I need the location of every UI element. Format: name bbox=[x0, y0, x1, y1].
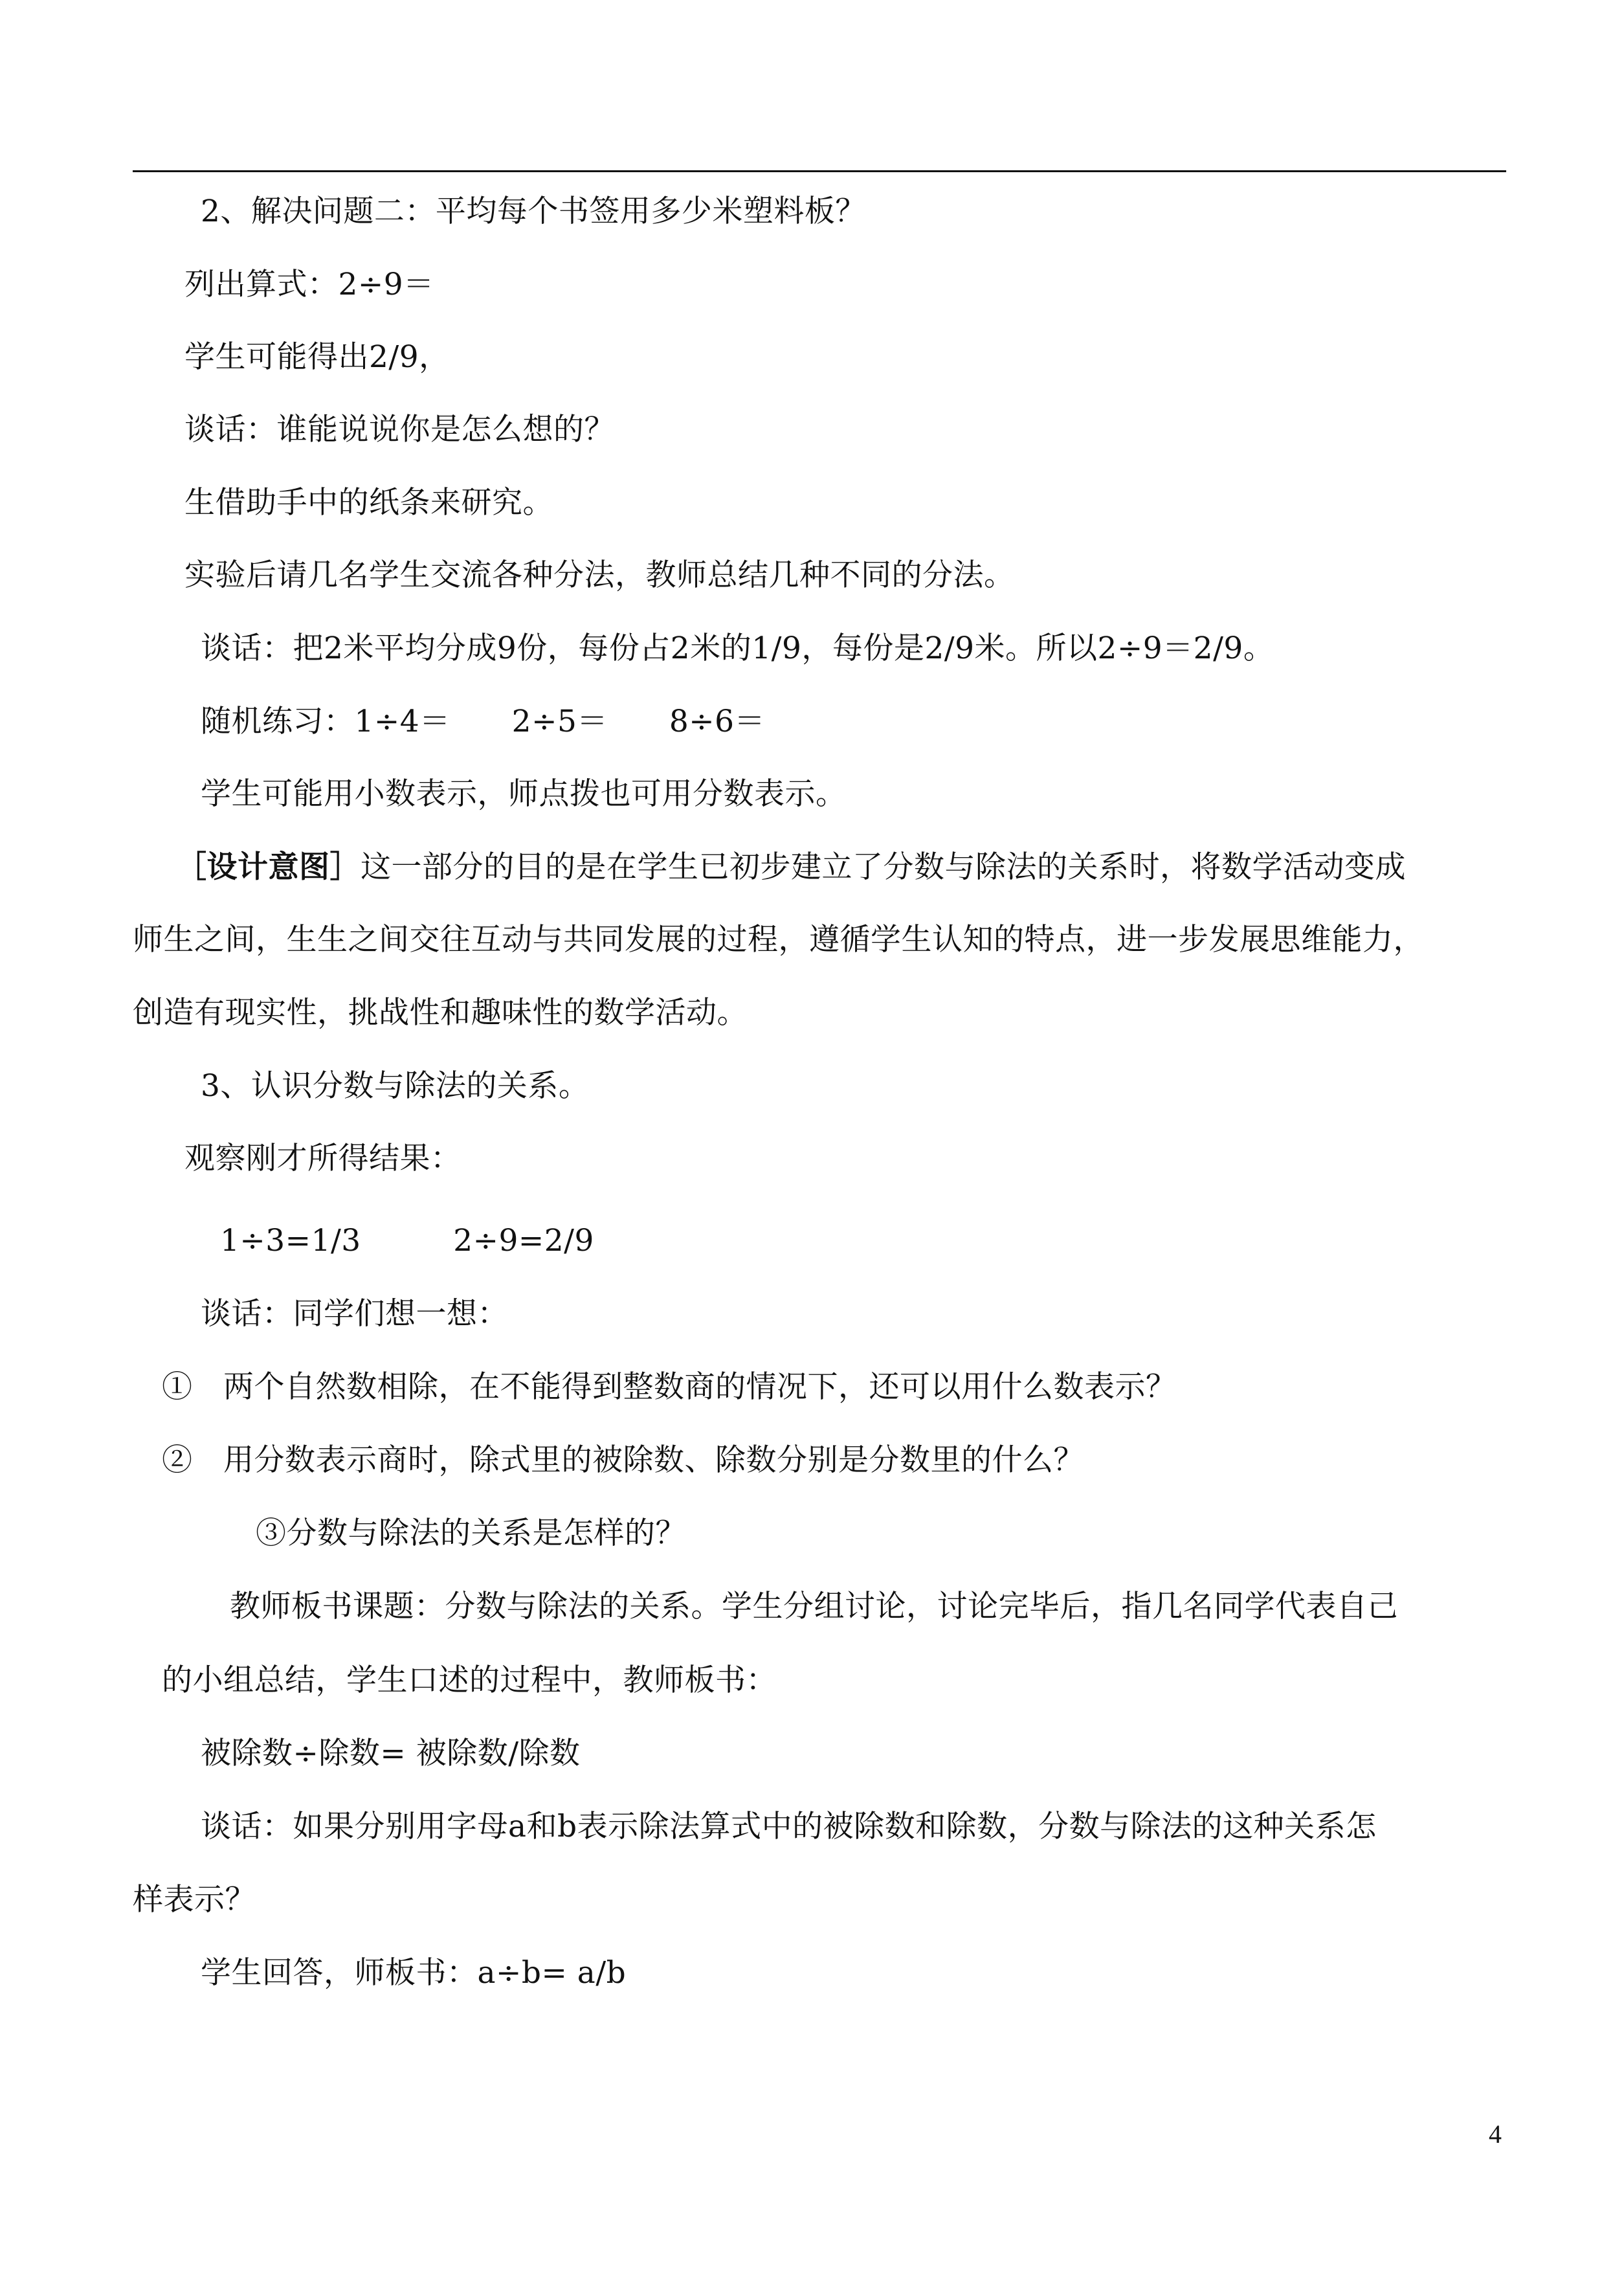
text-line-5: 生借助手中的纸条来研究。 bbox=[184, 485, 553, 520]
text-line-1: 2、解决问题二：平均每个书签用多少米塑料板？ bbox=[201, 194, 866, 229]
text-line-2: 列出算式：2÷9＝ bbox=[184, 267, 434, 302]
text-line-14: 观察刚才所得结果： bbox=[184, 1141, 462, 1176]
text-line-3: 学生可能得出2/9， bbox=[184, 339, 450, 375]
text-line-10 bbox=[176, 848, 1406, 887]
text-line-7: 谈话：把2米平均分成9份，每份占2米的1/9，每份是2/9米。所以2÷9＝2/9。 bbox=[201, 631, 1274, 666]
text-line-11: 师生之间，生生之间交往互动与共同发展的过程，遵循学生认知的特点，进一步发展思维能力， bbox=[133, 922, 1424, 957]
text-line-23: 谈话：如果分别用字母a和b表示除法算式中的被除数和除数，分数与除法的这种关系怎 bbox=[201, 1809, 1377, 1844]
page-number: 4 bbox=[1489, 2120, 1502, 2149]
text-line-22: 被除数÷除数= 被除数/除数 bbox=[201, 1736, 581, 1771]
text-line-20: 教师板书课题：分数与除法的关系。学生分组讨论，讨论完毕后，指几名同学代表自己 bbox=[230, 1589, 1398, 1624]
text-line-21: 的小组总结，学生口述的过程中，教师板书： bbox=[162, 1662, 777, 1698]
text-line-16: 谈话：同学们想一想： bbox=[201, 1296, 508, 1332]
text-line-18: ② 用分数表示商时，除式里的被除数、除数分别是分数里的什么？ bbox=[162, 1442, 1084, 1478]
text-line-4: 谈话：谁能说说你是怎么想的？ bbox=[184, 412, 615, 447]
text-line-13: 3、认识分数与除法的关系。 bbox=[201, 1068, 590, 1104]
text-line-25: 学生回答，师板书：a÷b= a/b bbox=[201, 1955, 627, 1991]
text-line-8: 随机练习：1÷4＝ 2÷5＝ 8÷6＝ bbox=[201, 704, 766, 739]
text-line-12: 创造有现实性，挑战性和趣味性的数学活动。 bbox=[133, 995, 748, 1031]
text-line-17: ① 两个自然数相除，在不能得到整数商的情况下，还可以用什么数表示？ bbox=[162, 1369, 1177, 1405]
text-line-6: 实验后请几名学生交流各种分法，教师总结几种不同的分法。 bbox=[184, 557, 1015, 593]
design-intent-label: ［设计意图］ bbox=[176, 849, 361, 885]
header-rule bbox=[133, 170, 1506, 172]
text-line-24: 样表示？ bbox=[133, 1882, 256, 1918]
text-line-19: ③分数与除法的关系是怎样的？ bbox=[256, 1516, 686, 1551]
text-line-15: 1÷3=1/3 2÷9=2/9 bbox=[220, 1223, 594, 1258]
design-intent-text: 这一部分的目的是在学生已初步建立了分数与除法的关系时，将数学活动变成 bbox=[361, 849, 1406, 885]
text-line-9: 学生可能用小数表示，师点拨也可用分数表示。 bbox=[201, 776, 847, 812]
